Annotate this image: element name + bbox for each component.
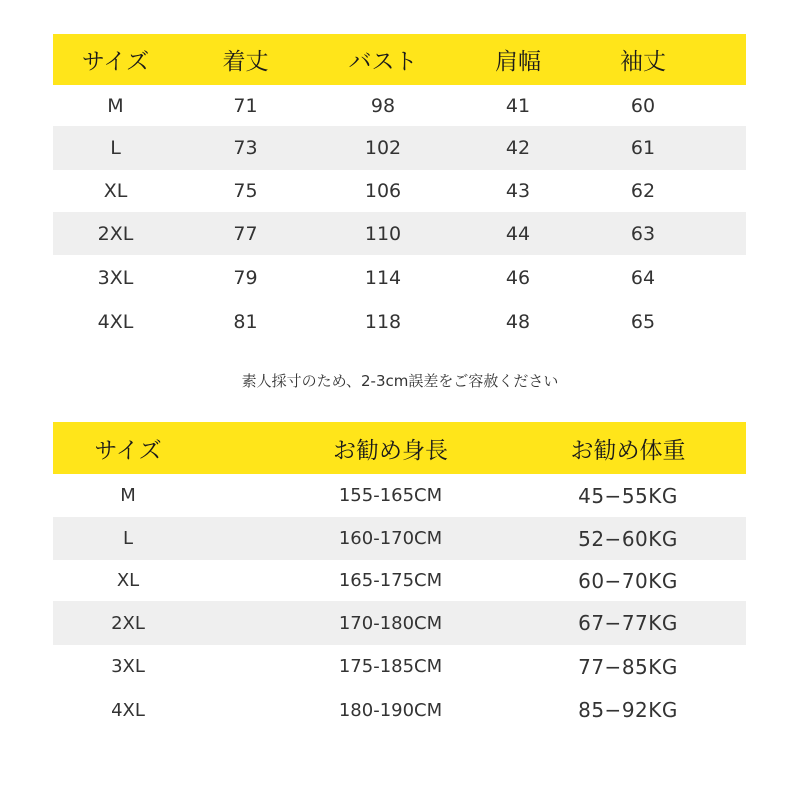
cell-weight: 67−77KG bbox=[578, 611, 678, 635]
cell-length: 79 bbox=[233, 266, 258, 289]
table-row bbox=[53, 560, 746, 601]
cell-height: 155-165CM bbox=[338, 485, 443, 506]
cell-size: 2XL bbox=[97, 222, 134, 245]
cell-shoulder: 42 bbox=[505, 137, 531, 159]
cell-weight: 85−92KG bbox=[578, 698, 678, 722]
cell-length: 71 bbox=[233, 94, 258, 117]
cell-height: 175-185CM bbox=[338, 656, 443, 677]
cell-size: 2XL bbox=[111, 612, 145, 634]
size-chart-header bbox=[53, 34, 746, 85]
table-row bbox=[53, 255, 746, 300]
cell-weight: 45−55KG bbox=[578, 483, 678, 508]
cell-shoulder: 44 bbox=[505, 222, 531, 245]
cell-sleeve: 63 bbox=[630, 222, 656, 245]
cell-weight: 60−70KG bbox=[578, 568, 678, 593]
cell-bust: 102 bbox=[364, 137, 402, 159]
cell-height: 170-180CM bbox=[338, 612, 443, 634]
cell-shoulder: 43 bbox=[505, 180, 531, 202]
cell-sleeve: 62 bbox=[630, 180, 656, 202]
header-shoulder: 肩幅 bbox=[495, 49, 541, 75]
cell-size: 4XL bbox=[111, 699, 145, 721]
cell-height: 165-175CM bbox=[338, 570, 443, 591]
header-weight: お勧め体重 bbox=[570, 437, 686, 464]
table-row bbox=[53, 300, 746, 344]
table-row bbox=[53, 688, 746, 732]
cell-size: 3XL bbox=[111, 656, 145, 677]
cell-size: L bbox=[110, 137, 121, 159]
table-row bbox=[53, 474, 746, 517]
cell-size: XL bbox=[103, 180, 128, 202]
cell-bust: 118 bbox=[364, 311, 402, 333]
cell-size: 4XL bbox=[97, 311, 134, 333]
table-row bbox=[53, 645, 746, 688]
cell-sleeve: 64 bbox=[630, 266, 656, 289]
cell-shoulder: 46 bbox=[505, 266, 531, 289]
cell-sleeve: 60 bbox=[630, 94, 656, 117]
cell-height: 180-190CM bbox=[338, 699, 443, 721]
cell-size: 3XL bbox=[97, 266, 134, 289]
cell-height: 160-170CM bbox=[338, 528, 443, 549]
cell-bust: 106 bbox=[364, 180, 402, 202]
cell-length: 73 bbox=[233, 137, 258, 159]
cell-size: M bbox=[120, 485, 136, 506]
table-row bbox=[53, 170, 746, 212]
cell-size: L bbox=[122, 528, 134, 549]
cell-sleeve: 61 bbox=[630, 137, 656, 159]
table-row bbox=[53, 601, 746, 645]
cell-shoulder: 48 bbox=[505, 311, 531, 333]
cell-bust: 98 bbox=[370, 94, 396, 117]
cell-length: 77 bbox=[233, 222, 258, 245]
cell-shoulder: 41 bbox=[505, 94, 531, 117]
cell-sleeve: 65 bbox=[630, 311, 656, 333]
header-size: サイズ bbox=[81, 49, 150, 75]
cell-length: 81 bbox=[233, 311, 258, 333]
table-row bbox=[53, 212, 746, 255]
measurement-note: 素人採寸のため、2-3cm誤差をご容赦ください bbox=[241, 372, 559, 390]
cell-size: XL bbox=[116, 570, 140, 591]
table-row bbox=[53, 517, 746, 560]
table-row bbox=[53, 126, 746, 170]
recommend-chart-header bbox=[53, 422, 746, 474]
cell-bust: 110 bbox=[364, 222, 402, 245]
cell-weight: 52−60KG bbox=[578, 526, 678, 551]
cell-weight: 77−85KG bbox=[578, 654, 678, 679]
header-size: サイズ bbox=[94, 437, 162, 464]
header-sleeve: 袖丈 bbox=[620, 49, 666, 75]
cell-bust: 114 bbox=[364, 266, 402, 289]
table-row bbox=[53, 85, 746, 126]
cell-length: 75 bbox=[233, 180, 258, 202]
header-bust: バスト bbox=[348, 49, 418, 75]
header-length: 着丈 bbox=[222, 49, 269, 75]
header-height: お勧め身長 bbox=[333, 437, 448, 464]
cell-size: M bbox=[107, 94, 124, 117]
